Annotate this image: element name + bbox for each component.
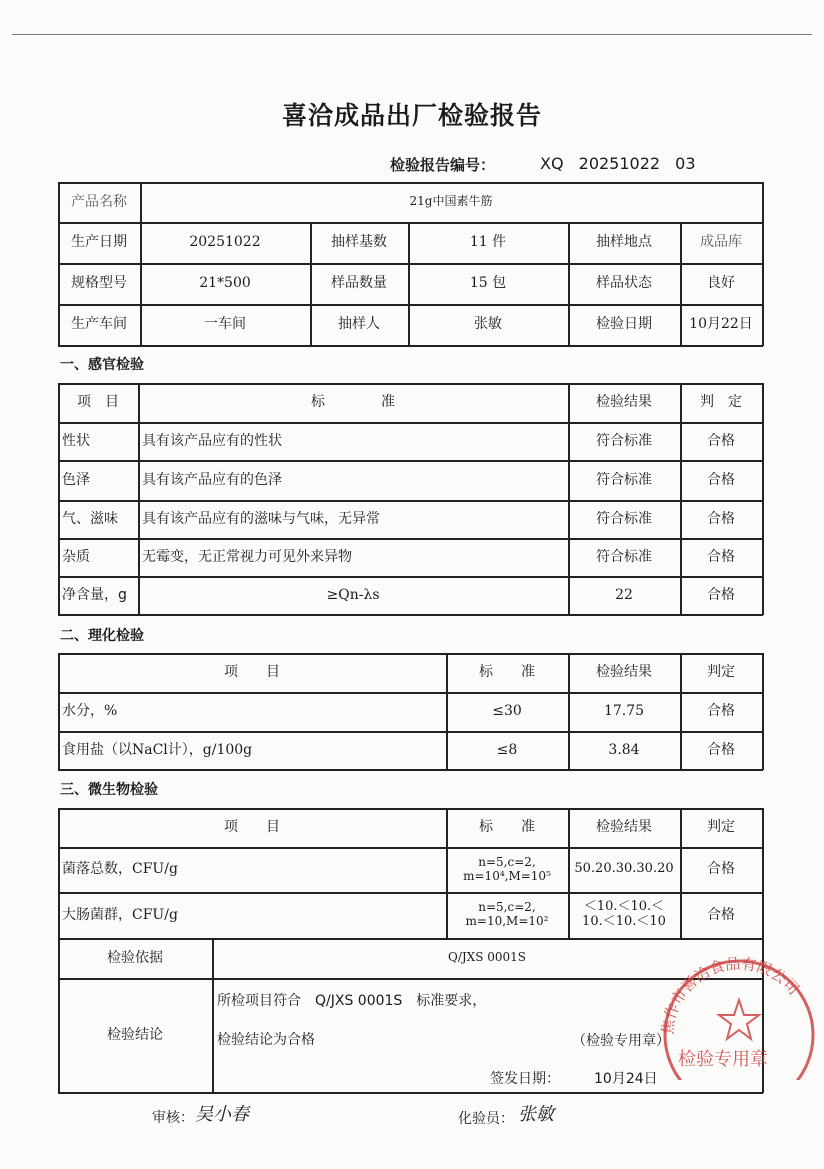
- sensory-item: 气、滋味: [62, 510, 118, 527]
- sensory-item: 杂质: [62, 548, 90, 565]
- seal-ring-text: 焦作市喜洽食品有限公司: [658, 954, 803, 1036]
- workshop: 一车间: [204, 316, 246, 333]
- micro-standard-line: n=5,c=2,: [478, 900, 536, 915]
- sensory-judgment: 合格: [707, 471, 735, 488]
- conclusion-line2: 检验结论为合格: [217, 1032, 315, 1048]
- inspection-date-label: 检验日期: [596, 316, 652, 333]
- seal-star-icon: [719, 1000, 759, 1039]
- sample-state: 良好: [707, 275, 735, 292]
- micro-standard-line: m=10⁴,M=10⁵: [463, 868, 551, 883]
- micro-header-result: 检验结果: [596, 819, 652, 836]
- micro-result: 50.20.30.30.20: [574, 861, 674, 877]
- spec: 21*500: [199, 275, 251, 292]
- micro-standard: [446, 892, 568, 938]
- sample-state-label: 样品状态: [596, 275, 652, 292]
- sensory-heading: 一、感官检验: [60, 357, 144, 373]
- inspection-date: 10月22日: [689, 316, 753, 333]
- physchem-judgment: 合格: [707, 703, 735, 720]
- physchem-standard: ≤8: [496, 741, 518, 758]
- physchem-judgment: 合格: [707, 741, 735, 758]
- micro-item: 大肠菌群，CFU/g: [62, 906, 178, 923]
- physchem-item: 水分，%: [62, 703, 118, 720]
- micro-header-item: 项 目: [224, 819, 280, 836]
- micro-header-standard: 标 准: [479, 819, 535, 836]
- sensory-item: 色泽: [62, 471, 90, 488]
- sensory-header-result: 检验结果: [596, 394, 652, 411]
- sampler-label: 抽样人: [338, 316, 380, 333]
- inspection-seal: [655, 940, 815, 1080]
- sampling-base: 11 件: [469, 234, 507, 251]
- micro-standard: [446, 847, 568, 892]
- sample-qty: 15 包: [469, 275, 507, 292]
- sensory-item: 净含量，g: [62, 586, 127, 603]
- sensory-judgment: 合格: [707, 510, 735, 527]
- basis-value: Q/JXS 0001S: [447, 950, 527, 965]
- top-rule: [12, 34, 812, 35]
- physchem-result: 3.84: [608, 741, 640, 758]
- sampling-place: 成品库: [700, 234, 742, 251]
- sensory-result: 符合标准: [596, 548, 652, 565]
- seal-note: （检验专用章）: [572, 1033, 670, 1049]
- sensory-standard: ≥Qn-λs: [326, 586, 380, 603]
- micro-item: 菌落总数，CFU/g: [62, 861, 178, 878]
- sensory-standard: 具有该产品应有的性状: [142, 432, 282, 449]
- report-title: 喜洽成品出厂检验报告: [281, 101, 542, 130]
- basis-label: 检验依据: [107, 949, 163, 966]
- report-number-label: 检验报告编号：: [390, 156, 496, 174]
- physchem-header-standard: 标 准: [479, 664, 535, 681]
- micro-result-line: 10.＜10.＜10: [582, 914, 666, 929]
- sensory-result: 22: [615, 586, 633, 603]
- sensory-judgment: 合格: [707, 432, 735, 449]
- product-name: 21g中国素牛筋: [409, 194, 493, 209]
- issue-date-label: 签发日期：: [490, 1071, 560, 1087]
- sensory-judgment: 合格: [707, 586, 735, 603]
- micro-judgment: 合格: [707, 906, 735, 923]
- physchem-header-judgment: 判定: [707, 664, 735, 681]
- micro-standard-line: m=10,M=10²: [465, 914, 549, 928]
- conclusion-line1: 所检项目符合 Q/JXS 0001S 标准要求，: [217, 993, 487, 1009]
- inspector-signature: 张敏: [518, 1104, 554, 1125]
- sampling-base-label: 抽样基数: [331, 234, 387, 251]
- physchem-item: 食用盐（以NaCl计），g/100g: [62, 741, 253, 758]
- sensory-header-judgment: 判 定: [700, 394, 742, 411]
- production-date: 20251022: [189, 234, 261, 251]
- micro-heading: 三、微生物检验: [60, 782, 158, 798]
- sensory-standard: 无霉变，无正常视力可见外来异物: [142, 548, 352, 565]
- physchem-header-item: 项 目: [224, 664, 280, 681]
- sensory-item: 性状: [62, 432, 90, 449]
- sensory-header-item: 项 目: [77, 394, 119, 411]
- sensory-standard: 具有该产品应有的滋味与气味，无异常: [142, 510, 380, 527]
- sensory-standard: 具有该产品应有的色泽: [142, 471, 282, 488]
- micro-standard-line: n=5,c=2,: [478, 854, 536, 869]
- physchem-standard: ≤30: [492, 703, 522, 720]
- reviewer-label: 审核：: [152, 1110, 194, 1126]
- sampling-place-label: 抽样地点: [596, 234, 652, 251]
- workshop-label: 生产车间: [71, 316, 127, 333]
- sample-qty-label: 样品数量: [331, 275, 387, 292]
- spec-label: 规格型号: [71, 275, 127, 292]
- sensory-header-standard: 标 准: [311, 394, 395, 411]
- product-name-label: 产品名称: [71, 193, 127, 210]
- reviewer-signature: 吴小春: [195, 1104, 249, 1125]
- physchem-header-result: 检验结果: [596, 664, 652, 681]
- physchem-result: 17.75: [603, 703, 645, 720]
- sensory-result: 符合标准: [596, 510, 652, 527]
- sampler: 张敏: [474, 316, 502, 333]
- micro-judgment: 合格: [707, 861, 735, 878]
- sensory-judgment: 合格: [707, 548, 735, 565]
- issue-date: 10月24日: [594, 1071, 658, 1087]
- micro-result-line: ＜10.＜10.＜: [583, 899, 665, 915]
- production-date-label: 生产日期: [71, 234, 127, 251]
- inspector-label: 化验员：: [458, 1111, 514, 1127]
- micro-header-judgment: 判定: [707, 819, 735, 836]
- conclusion-label: 检验结论: [107, 1026, 163, 1043]
- sensory-result: 符合标准: [596, 432, 652, 449]
- report-number: XQ 20251022 03: [540, 154, 696, 173]
- seal-bottom-text: 检验专用章: [678, 1049, 768, 1070]
- micro-result: [568, 892, 680, 938]
- sensory-result: 符合标准: [596, 471, 652, 488]
- physchem-heading: 二、理化检验: [60, 628, 144, 644]
